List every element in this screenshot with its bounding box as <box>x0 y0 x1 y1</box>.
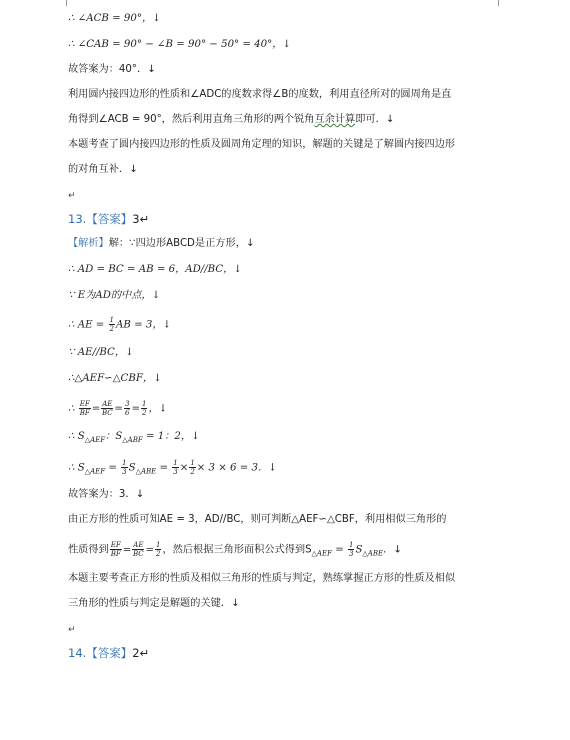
crop-mark-right <box>498 0 509 6</box>
fraction-numerator: 1 <box>122 459 127 467</box>
fraction <box>79 400 91 417</box>
fraction <box>172 459 178 476</box>
fraction-numerator: 1 <box>155 541 161 549</box>
math-line <box>68 459 277 479</box>
math-segment: ∴ AE = <box>68 319 108 331</box>
text-line <box>68 113 394 127</box>
text-line: 本题主要考查正方形的性质及相似三角形的性质与判定，熟练掌握正方形的性质及相似 <box>68 573 456 584</box>
fraction <box>121 459 127 476</box>
text-line: 故答案为：40°．↓ <box>68 64 156 75</box>
math-line: ∴ AD = BC = AB = 6，AD//BC，↓ <box>68 264 242 275</box>
text-segment: 角得到∠ACB = 90°，然后利用直角三角形的两个锐角 <box>68 114 315 125</box>
fraction-numerator: AE <box>133 541 144 549</box>
fraction <box>124 400 130 417</box>
paragraph-mark: ↵ <box>68 191 76 201</box>
math-line: ∴△AEF∽△CBF，↓ <box>68 373 162 384</box>
fraction-denominator: 2 <box>141 409 147 417</box>
fraction-denominator: 3 <box>173 468 178 476</box>
crop-mark-left <box>56 0 67 6</box>
fraction-denominator: BF <box>79 409 90 417</box>
math-line <box>68 316 171 333</box>
answer-value: 2↵ <box>132 646 150 660</box>
fraction <box>141 400 147 417</box>
answer-tag: 【答案】 <box>86 646 133 660</box>
math-segment: × <box>179 462 189 474</box>
fraction-numerator: 1 <box>141 400 147 408</box>
analysis-text: 解：∵四边形ABCD是正方形，↓ <box>108 238 255 249</box>
math-segment: AB = 3，↓ <box>116 319 172 331</box>
math-line: ∴ $\frac{EF}{BF}$ = $\frac{AE}{BC}$ = $\frac{3}{6}$ = $\frac{1}{2}$ ，↓ <box>68 400 168 417</box>
fraction <box>348 541 354 558</box>
math-line <box>68 430 200 447</box>
text-segment: ，然后根据三角形面积公式得到S <box>162 544 312 556</box>
fraction-denominator: 2 <box>190 468 195 476</box>
fraction-numerator: AE <box>102 400 113 408</box>
fraction-numerator: EF <box>110 541 121 549</box>
subscript: △ABE <box>362 549 384 558</box>
question-number: 14. <box>68 646 87 660</box>
subscript: △AEF <box>311 549 332 558</box>
math-segment: ：S <box>105 431 123 442</box>
math-segment: ∴ S <box>68 462 85 474</box>
fraction <box>109 316 115 333</box>
math-segment: S <box>128 462 136 474</box>
subscript: △ABF <box>122 436 143 444</box>
fraction-numerator: 3 <box>124 400 130 408</box>
subscript: △AEF <box>84 467 106 476</box>
text-line: 故答案为：3．↓ <box>68 489 145 500</box>
math-inline: $\frac{EF}{BF}$ = $\frac{AE}{BC}$ = $\frac{1}{2}$ <box>110 541 161 558</box>
fraction-denominator: 2 <box>155 550 161 558</box>
math-segment: = <box>331 544 347 556</box>
text-line <box>68 541 402 561</box>
analysis-tag: 【解析】 <box>68 238 109 249</box>
question-number: 13. <box>68 212 87 226</box>
fraction <box>101 400 113 417</box>
answer-tag: 【答案】 <box>86 212 133 226</box>
text-line: 本题考查了圆内接四边形的性质及圆周角定理的知识，解题的关键是了解圆内接四边形 <box>68 139 456 150</box>
paragraph-mark: ↵ <box>68 625 76 635</box>
fraction-denominator: BC <box>133 550 144 558</box>
fraction <box>132 541 144 558</box>
text-segment: 即可．↓ <box>355 114 395 125</box>
text-segment: 性质得到 <box>68 544 109 556</box>
subscript: △ABE <box>135 467 157 476</box>
fraction-denominator: 2 <box>109 325 114 333</box>
math-segment: × 3 × 6 = 3．↓ <box>196 462 277 474</box>
grammar-underline: 互余计算 <box>314 114 356 125</box>
text-line: 三角形的性质与判定是解题的关键．↓ <box>68 598 240 609</box>
math-segment: ∴ S <box>68 431 85 442</box>
math-segment: = <box>105 462 121 474</box>
fraction-denominator: 3 <box>348 550 354 558</box>
text-line: 利用圆内接四边形的性质和∠ADC的度数求得∠B的度数，利用直径所对的圆周角是直 <box>68 89 452 100</box>
fraction-numerator: 1 <box>190 459 195 467</box>
fraction-numerator: 1 <box>348 541 354 549</box>
math-segment: = <box>156 462 172 474</box>
text-line: 由正方形的性质可知AE = 3，AD//BC，则可判断△AEF∽△CBF，利用相似三角形的 <box>68 514 447 525</box>
fraction-denominator: BF <box>110 550 121 558</box>
math-segment: = 1：2，↓ <box>142 431 200 442</box>
analysis-line <box>68 237 254 251</box>
fraction-denominator: 3 <box>122 468 127 476</box>
text-line: 的对角互补．↓ <box>68 164 138 175</box>
math-segment: ，↓ <box>148 403 168 415</box>
math-segment: S <box>355 544 363 556</box>
math-segment: ∴ <box>68 403 75 415</box>
fraction-numerator: 1 <box>109 316 114 324</box>
question-14-answer <box>68 646 149 660</box>
text-line: ∴ ∠CAB = 90° − ∠B = 90° − 50° = 40°，↓ <box>68 39 291 50</box>
fraction-denominator: BC <box>102 409 113 417</box>
math-line: ∵ E为AD的中点，↓ <box>68 290 161 301</box>
subscript: △AEF <box>84 436 106 444</box>
question-13-answer <box>68 212 149 226</box>
text-segment: ．↓ <box>383 544 402 556</box>
fraction <box>155 541 161 558</box>
fraction-numerator: EF <box>79 400 90 408</box>
fraction <box>110 541 122 558</box>
text-line: ∴ ∠ACB = 90°，↓ <box>68 13 161 24</box>
answer-value: 3↵ <box>132 212 150 226</box>
fraction-numerator: 1 <box>173 459 178 467</box>
fraction <box>189 459 195 476</box>
math-line: ∵ AE//BC，↓ <box>68 347 134 358</box>
fraction-denominator: 6 <box>124 409 130 417</box>
